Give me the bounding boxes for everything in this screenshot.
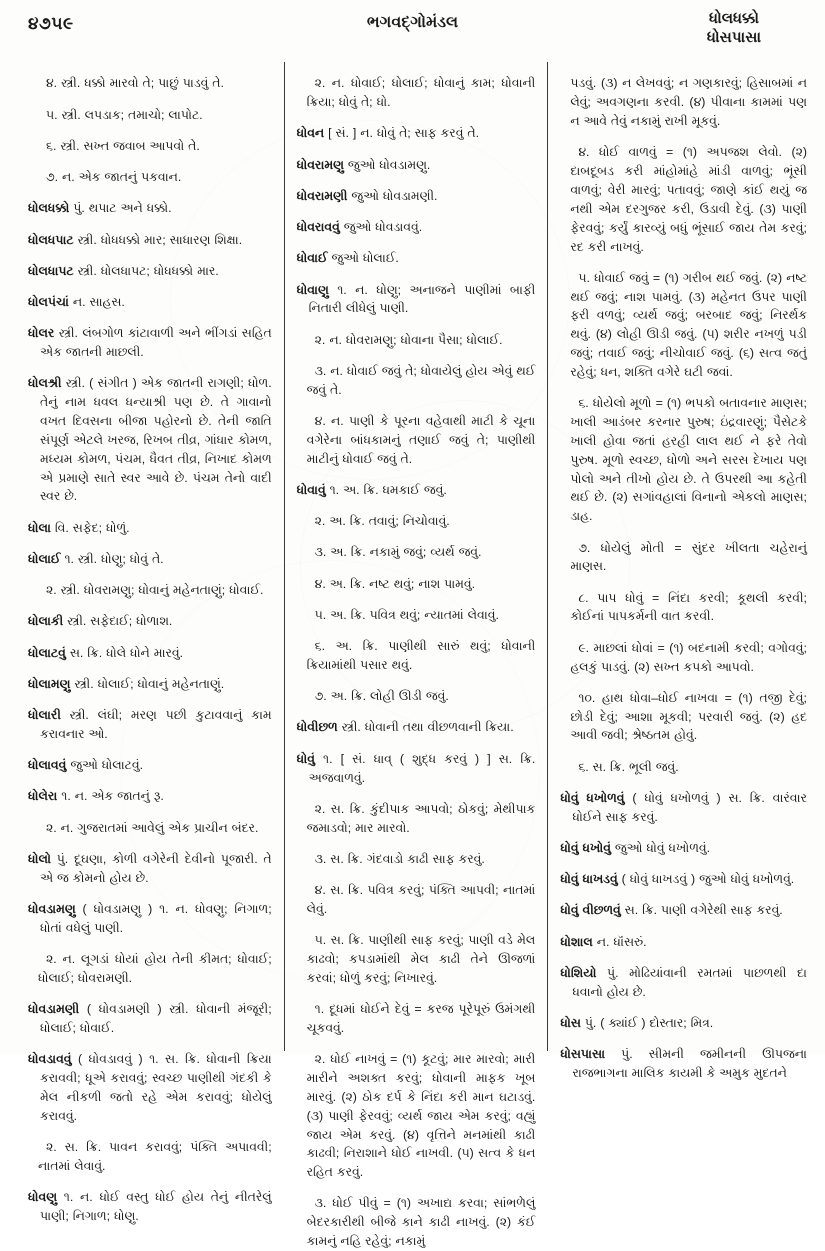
entry-headword: ધોવું ધખોળવું [560,790,625,805]
dictionary-sense: ૨. સ્ત્રી. ધોવરામણુ; ધોવાનું મહેનતાણું; ધોવાઈ. [46,583,264,598]
dictionary-sense: ૨. અ. ક્રિ. તવાવું; નિચોવાવું. [314,514,450,529]
entry-headword: ધોલામણુ [28,676,71,691]
dictionary-sense: ૭. ન. એક જાતનું પકવાન. [46,170,182,185]
entry-headword: ધોલધાપટ [28,263,74,278]
dictionary-entry: ધોલો પું. દૂઘણા, કોળી વગેરેની દેવીનો પૂજારી. તે એ જ કોમનો હોય છે. [28,851,272,885]
dictionary-sense: ૨. ધોઈ નાખવું = (૧) કૂટવું; માર મારવો; મારી મારીને અશક્ત કરવું; ધોવાની માફક ખૂબ મારવું. (૨) ઠોક દર્પ કે નિંદા કરી માન ઘટાડવું. (૩) પાણી ફેરવવું; વ્યર્થ જાય એમ કરવું; વહ્યું જાય એમ કરવું. (૪) વૃત્તિને મનમાંથી કાઢી કાઢવી; નિરાશાને ધોઈ નાખવી. (૫) સત્વ કે ધન રહિત કરવું. [306,1052,536,1180]
dictionary-entry: ધોવન [ સં. ] ન. ધોવું તે; સાફ કરવું તે. [296,126,480,141]
entry-headword: ધોવરામણી [296,188,348,203]
dictionary-sense: ૨. સ. ક્રિ. કુંદીપાક આપવો; ઠોકવું; મેથીપાક જમાડવો; માર મારવો. [306,801,536,835]
entry-headword: ધોલારી [28,708,61,723]
left-column [20,62,284,1223]
entry-headword: ધોવાઈ [296,251,328,266]
dictionary-entry: ધોલાઈ ૧. સ્ત્રી. ધોણુ; ધોવું તે. [28,551,164,566]
entry-headword: ધોવરાવવું [296,220,340,235]
entry-headword: ધોવાણુ [296,282,329,297]
dictionary-entry: ધોલધક્કો પું. થપાટ અને ધક્કો. [28,201,172,216]
running-heads [669,10,799,48]
dictionary-sense: ૩. સ. ક્રિ. ગંદવાડો કાઢી સાફ કરવું. [314,851,485,866]
dictionary-entry: ધોલામણુ સ્ત્રી. ધોલાઈ; ધોવાનું મહેનતાણું. [28,676,225,691]
entry-headword: ધોવણુ [28,1189,58,1204]
entry-headword: ધોવડામણી [28,1002,80,1017]
entry-headword: ધોલાઈ [28,551,61,566]
entry-headword: ધોલપંચાં [28,295,69,310]
running-head-first: ધોલધક્કો [708,10,760,27]
dictionary-entry: ધોવાણુ ૧. ન. ધોણુ; અનાજને પાણીમાં બાફી નિતારી લીધેલું પાણી. [296,282,536,316]
entry-headword: ધોશિયો [560,965,597,980]
dictionary-entry: ધોવીછળ સ્ત્રી. ધોવાની તથા વીછળવાની ક્રિયા. [296,720,514,735]
entry-headword: ધોવાવું [296,482,326,497]
dictionary-sense: ૬. સ્ત્રી. સખ્ત જવાબ આપવો તે. [46,138,200,153]
entry-headword: ધોસ [560,1016,581,1030]
entry-headword: ધોવું ધખોવું [560,840,611,855]
entry-headword: ધોવું [296,751,315,766]
dictionary-entry: ધોવું ૧. [ સં. ધાવ્ ( શુદ્ધ કરવું ) ] સ. ક્રિ. અજવાળવું. [296,751,536,785]
dictionary-entry: ધોલેરા ૧. ન. એક જાતનું રૂ. [28,789,164,804]
dictionary-sense: ૯. માછલાં ધોવાં = (૧) બદનામી કરવી; વગોવવું; હલકું પાડવું. (૨) સખ્ત કપકો આપવો. [570,640,807,674]
dictionary-sense: ૩. ન. ધોવાઈ જવું તે; ધોવાયેલું હોય એવું થઈ જવું તે. [306,363,536,397]
entry-headword: ધોવરામણુ [296,157,344,172]
book-title: ભગવદ્‌ગોમંડલ [366,14,459,31]
entry-headword: ધોલાવવું [28,758,67,773]
running-head-last: ધોસપાસા [706,28,762,46]
entry-headword: ધોવું ધાખડવું [560,872,618,887]
dictionary-entry: ધોલર સ્ત્રી. લંબગોળ કાંટાવાળી અને ભીંગડાં સહિત એક જાતની માછલી. [28,326,272,360]
dictionary-entry: ધોલાટવું સ. ક્રિ. ધોલે ધોને મારવું. [28,645,184,660]
dictionary-sense: ૭. અ. ક્રિ. લોહી ઊડી જવું. [314,689,449,704]
middle-column [284,62,548,1249]
dictionary-sense: ૬. ધોયેલો મૂળો = (૧) ભપકો બતાવનાર માણસ; ખાલી આડંબર કરનાર પુરુષ; ઇંદ્રવારણું; પૈસેટકે ખાલી હોવા જતાં હરહી લાલ થઈ ને ફરે તેવો પુરુષ. મૂળો સ્વચ્છ, ધોળો અને સરસ દેખાય પણ પોલો અને તીખો હોય છે. તે ઉપરથી આ કહેતી થઈ છે. (૨) સગાંવહાલાં વિનાનો એકલો માણસ; ડાહ. [570,396,807,524]
entry-headword: ધોલાટવું [28,645,66,660]
entry-headword: ધોલા [28,520,51,535]
column-container [20,62,811,1249]
dictionary-sense: ૪. ન. પાણી કે પૂરના વહેવાથી માટી કે ચૂના વગેરેના બાંધકામનું તણાઈ જવું તે; પાણીથી માટીનું ધોવાઈ જવું તે. [306,414,536,466]
dictionary-sense: ૨. ન. ધોવરામણુ; ધોવાના પૈસા; ધોલાઈ. [314,332,503,347]
page-header [0,8,825,54]
dictionary-entry: ધોવરામણુ જુઓ ધોવડામણુ. [296,157,431,172]
dictionary-entry: ધોસપાસા પું. સીમની જમીનની ઊપજના રાજભાગના માલિક કાયમી કે અમુક મુદતને [560,1047,807,1081]
dictionary-entry: ધોવું ધખોળવું ( ધોવું ધખોળવું ) સ. ક્રિ. વારંવાર ધોઈને સાફ કરવું. [560,790,807,824]
dictionary-entry: ધોલપંચાં ન. સાહસ. [28,295,125,310]
dictionary-sense: પડવું. (૩) ન લેખવવું; ન ગણકારવું; હિસાબમાં ન લેવું; અવગણના કરવી. (૪) પીવાના કામમાં પણ ન આવે તેવું નકામું રાખી મૂકવું. [570,76,807,129]
dictionary-entry: ધોલા વિ. સફેદ; ધોળું. [28,520,130,535]
entry-headword: ધોલધપાટ [28,232,74,247]
dictionary-entry: ધોવું વીછળવું સ. ક્રિ. પાણી વગેરેથી સાફ કરવું. [560,903,783,918]
entry-headword: ધોવું વીછળવું [560,903,621,918]
entry-headword: ધોલેરા [28,789,58,804]
dictionary-sense: ૪. ધોઈ વાળવું = (૧) અપજશ લેવો. (૨) દાબદૂબડ કરી માંહોમાંહે માંડી વાળવું; ભૂંસી વાળવું; વેરી મારવું; પતાવવું; જાણે કાંઈ થયું જ નથી એમ દરગુજર કરી, ઉડાવી દેવું. (૩) પાણી ફેરવવું; કર્યું કારવ્યું બધું ભૂંસાઈ જાય તેમ કરવું; રદ કરી નાખવું. [570,145,807,254]
dictionary-sense: ૫. અ. ક્રિ. પવિત્ર થવું; ન્યાતમાં લેવાવું. [314,607,499,622]
right-column [547,62,811,1081]
entry-headword: ધોલર [28,326,55,341]
entry-headword: ધોલશ્રી [28,376,62,391]
entry-headword: ધોલધક્કો [28,201,70,216]
entry-headword: ધોવન [296,126,325,141]
dictionary-entry: ધોવડાવવું ( ધોવડાવવું ) ૧. સ. ક્રિ. ધોવાની ક્રિયા કરાવવી; ધૂએ કરાવવું; સ્વચ્છ પાણીથી ગંદકી કે મેલ નીકળી જતો રહે એમ કરાવવું; ધોયેલું કરાવવું. [28,1052,272,1123]
dictionary-sense: ૨. સ. ક્રિ. પાવન કરાવવું; પંક્તિ અપાવવી; નાતમાં લેવાવું. [38,1139,272,1173]
dictionary-entry: ધોસ પું. ( ક્યાંઈ ) દોસ્તાર; મિત્ર. [560,1016,714,1030]
dictionary-entry: ધોવડામણુ ( ધોવડામણુ ) ૧. ન. ધોવણુ; નિગાળ; ધોતાં વધેલું પાણી. [28,901,272,935]
entry-headword: ધોલો [28,851,51,866]
dictionary-sense: ૮. પાપ ધોવું = નિંદા કરવી; કૂથલી કરવી; કોઈનાં પાપકર્મની વાત કરવી. [570,590,807,624]
dictionary-sense: ૭. ધોયેલું મોતી = સુંદર ખીલતા ચહેરાનું માણસ. [570,540,807,574]
dictionary-entry: ધોવું ધખોવું જુઓ ધોવું ધખોળવું. [560,840,711,855]
dictionary-entry: ધોવાઈ જુઓ ધોલાઈ. [296,251,399,266]
dictionary-sense: ૩. ધોઈ પીવું = (૧) અખાદ્ય કરવા; સાંભળેલું બેદરકારીથી બીજે કાને કાઢી નાખવું. (૨) કંઈ કામનું નહિ રહેવું; નકામું [306,1196,536,1249]
dictionary-sense: ૫. સ. ક્રિ. પાણીથી સાફ કરવું; પાણી વડે મેલ કાઢવો; કપડામાંથી મેલ કાઢી તેને ઊજળાં કરવાં; ધોળું કરવું; નિખારવું. [306,933,536,985]
dictionary-sense: ૨. ન. લૂગડાં ધોયાં હોય તેની કીમત; ધોવાઈ; ધોલાઈ; ધોવરામણી. [38,951,272,985]
dictionary-entry: ધોલધપાટ સ્ત્રી. ધોધધક્કો માર; સાધારણ શિક્ષા. [28,232,243,247]
dictionary-sense: ૫. ધોવાઈ જવું = (૧) ગરીબ થઈ જવું. (૨) નષ્ટ થઈ જવું; નાશ પામવું. (૩) મહેનત ઉપર પાણી ફરી વળવું; વ્યર્થ જવું; બરબાદ જવું; નિરર્થક થવું. (૪) લોહી ઊડી જવું. (૫) શરીર નખળું પડી જવું; તવાઈ જવું; નીચોવાઈ જવું. (૬) સત્વ જતું રહેવું; ધન, શક્તિ વગેરે ઘટી જવાં. [570,270,807,379]
dictionary-sense: ૧. દૂધમાં ધોઈને દેવું = કરજ પૂરેપૂરું ઉમંગથી ચૂકવવું. [306,1002,536,1035]
dictionary-sense: ૨. ન. ધોવાઈ; ધોલાઈ; ધોવાનું કામ; ધોવાની ક્રિયા; ધોવું તે; ધો. [306,76,536,110]
dictionary-sense: ૪. સ. ક્રિ. પવિત્ર કરવું; પંક્તિ આપવી; નાતમાં લેવું. [306,883,536,916]
dictionary-sense: ૨. ન. ગુજરાતમાં આવેલું એક પ્રાચીન બંદર. [46,820,259,835]
entry-headword: ધોશાલ [560,934,593,949]
entry-headword: ધોવીછળ [296,720,338,735]
dictionary-sense: ૫. સ્ત્રી. લપડાક; તમાચો; લાપોટ. [46,107,203,122]
dictionary-sense: ૪. સ્ત્રી. ધક્કો મારવો તે; પાછું પાડવું તે. [46,76,224,91]
dictionary-entry: ધોશાલ ન. ધૉંસરું. [560,934,647,949]
dictionary-entry: ધોવરામણી જુઓ ધોવડામણી. [296,188,438,203]
entry-headword: ધોવડાવવું [28,1052,72,1067]
page-number: ૪૭૫૯ [28,14,74,33]
dictionary-entry: ધોલાકી સ્ત્રી. સફેદાઈ; ધોળાશ. [28,614,173,629]
dictionary-entry: ધોશિયો પું. મોઢિયાંવાની રમતમાં પાછળથી દા ધવાનો હોય છે. [560,965,807,999]
dictionary-entry: ધોવડામણી ( ધોવડામણી ) સ્ત્રી. ધોવાની મંજૂરી; ધોલાઈ; ધોવાઈ. [28,1002,272,1035]
dictionary-entry: ધોવણુ ૧. ન. ધોઈ વસ્તુ ધોઈ હોય તેનું નીતરેલું પાણી; નિગાળ; ધોણુ. [28,1189,272,1223]
dictionary-sense: ૬. સ. ક્રિ. ભૂલી જવું. [578,759,679,774]
dictionary-entry: ધોવાવું ૧. અ. ક્રિ. ધમકાઈ જવું. [296,482,447,497]
dictionary-sense: ૩. અ. ક્રિ. નકામું જવું; વ્યર્થ જવું. [314,545,482,560]
dictionary-sense: ૧૦. હાથ ધોવા–ધોઈ નાખવા = (૧) તજી દેવું; છોડી દેવું; આશા મૂકવી; પરવારી જવું. (૨) હદ આવી જવી; શ્રેષ્ઠતમ હોવું. [570,690,807,743]
entry-headword: ધોલાકી [28,614,64,629]
dictionary-entry: ધોલારી સ્ત્રી. લંઘી; મરણ પછી કુટાવવાનું કામ કરાવનાર ઓ. [28,708,272,741]
dictionary-sense: ૬. અ. ક્રિ. પાણીથી સારું થવું; ધોવાની ક્રિયામાંથી પસાર થવું. [306,639,536,672]
dictionary-entry: ધોવું ધાખડવું ( ધોવું ધાખડવું ) જુઓ ધોવું ધખોળવું. [560,872,795,887]
dictionary-sense: ૪. અ. ક્રિ. નષ્ટ થવું; નાશ પામવું. [314,576,476,591]
dictionary-entry: ધોલાવવું જુઓ ધોલાટવું. [28,758,144,773]
dictionary-entry: ધોવરાવવું જુઓ ધોવડાવવું. [296,220,423,235]
dictionary-entry: ધોલધાપટ સ્ત્રી. ધોલધાપટ; ધોધધક્કો માર. [28,263,219,278]
dictionary-entry: ધોલશ્રી સ્ત્રી. ( સંગીત ) એક જાતની રાગણી; ધોળ. તેનું નામ ધવલ ધન્યાશ્રી પણ છે. તે ગાવાનો વખત દિવસના બીજા પહોરનો છે. તેની જાતિ સંપૂર્ણ એટલે ખરજ, રિખબ તીવ્ર, ગાંધાર કોમળ, મધ્યમ કોમળ, પંચમ, ધૈવત તીવ્ર, નિખાદ કોમળ એ પ્રમાણે સાતે સ્વર આવે છે. પંચમ તેનો વાદી સ્વર છે. [28,376,272,504]
entry-headword: ધોવડામણુ [28,901,76,916]
entry-headword: ધોસપાસા [560,1047,606,1062]
